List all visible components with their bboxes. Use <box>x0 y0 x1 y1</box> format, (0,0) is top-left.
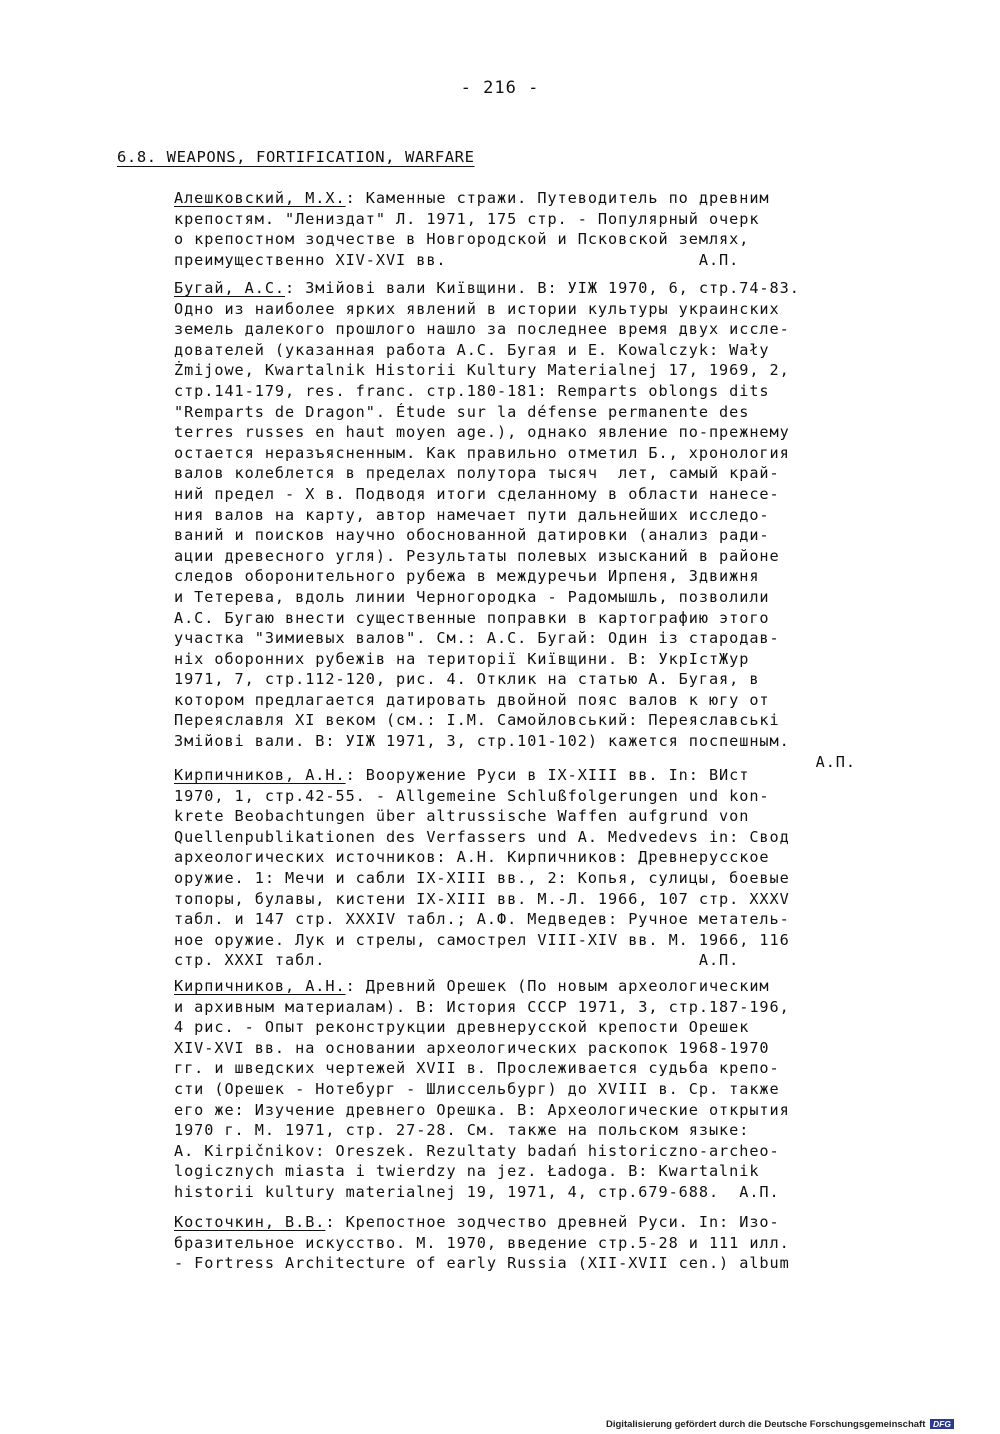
entry-line: ния валов на карту, автор намечает пути дальнейших исследо- <box>174 505 770 524</box>
entry-line: Одно из наиболее ярких явлений в истории культуры украинских <box>174 299 780 318</box>
entry-line: ніх оборонних рубежів на території Київщини. В: УкрІстЖур <box>174 649 750 668</box>
bibliography-entry-kostochkin <box>174 1212 910 1274</box>
entry-author: Кирпичников, А.Н. <box>174 766 346 784</box>
entry-line: стр.141-179, res. franc. стр.180-181: Remparts oblongs dits <box>174 381 770 400</box>
entry-line: сти (Орешек - Нотебург - Шлиссельбург) до XVIII в. Ср. также <box>174 1079 780 1098</box>
entry-line: Алешковский, М.Х.: Каменные стражи. Путеводитель по древним <box>174 189 770 207</box>
entry-line: "Remparts de Dragon". Étude sur la défense permanente des <box>174 402 750 421</box>
entry-line: Косточкин, В.В.: Крепостное зодчество древней Руси. In: Изо- <box>174 1213 780 1231</box>
entry-line: logicznych miasta i twierdzy na jez. Ładoga. B: Kwartalnik <box>174 1162 760 1181</box>
entry-line: стр. XXXI табл. А.П. <box>174 951 740 970</box>
entry-line: 1970 г. М. 1971, стр. 27-28. См. также на польском языке: <box>174 1121 750 1140</box>
entry-line: XIV-XVI вв. на основании археологических раскопок 1968-1970 <box>174 1038 770 1057</box>
entry-line: - Fortress Architecture of early Russia (XII-XVII cen.) album <box>174 1254 790 1273</box>
entry-line: табл. и 147 стр. XXXIV табл.; А.Ф. Медведев: Ручное метатель- <box>174 910 790 929</box>
entry-line: ваний и поисков научно обоснованной датировки (анализ ради- <box>174 526 770 545</box>
entry-line: ное оружие. Лук и стрелы, самострел VIII-XIV вв. М. 1966, 116 <box>174 930 790 949</box>
footer-text: Digitalisierung gefördert durch die Deutsche Forschungsgemeinschaft <box>606 1419 926 1430</box>
entry-line: A. Kirpičnikov: Oreszek. Rezultaty badań historiczno-archeo- <box>174 1141 780 1160</box>
dfg-logo-icon: DFG <box>930 1419 954 1429</box>
entry-line: земель далекого прошлого нашло за последнее время двух иссле- <box>174 320 790 339</box>
entry-line: Бугай, А.С.: Змійові вали Київщини. В: УІЖ 1970, 6, стр.74-83. <box>174 279 800 297</box>
page-number: - 216 - <box>460 78 540 98</box>
entry-line: 1971, 7, стр.112-120, рис. 4. Отклик на статью А. Бугая, в <box>174 670 760 689</box>
bibliography-entry-aleshkovsky <box>174 188 910 270</box>
entry-line: о крепостном зодчестве в Новгородской и Псковской землях, <box>174 230 750 249</box>
entry-line: бразительное искусство. М. 1970, введение стр.5-28 и 111 илл. <box>174 1233 790 1252</box>
entry-line: ний предел - X в. Подводя итоги сделанному в области нанесе- <box>174 484 780 503</box>
entry-line: Quellenpublikationen des Verfassers und A. Medvedevs in: Свод <box>174 827 790 846</box>
entry-line: ации древесного угля). Результаты полевых изысканий в районе <box>174 546 780 565</box>
entry-line: дователей (указанная работа А.С. Бугая и E. Kowalczyk: Wały <box>174 340 770 359</box>
entry-line: Żmijowe, Kwartalnik Historii Kultury Materialnej 17, 1969, 2, <box>174 361 790 380</box>
section-heading: 6.8. WEAPONS, FORTIFICATION, WARFARE <box>117 148 475 166</box>
entry-line: и Тетерева, вдоль линии Черногородка - Радомышль, позволили <box>174 587 770 606</box>
entry-author: Косточкин, В.В. <box>174 1213 326 1231</box>
entry-author: Алешковский, М.Х. <box>174 189 346 207</box>
entry-line: преимущественно XIV-XVI вв. А.П. <box>174 250 740 269</box>
entry-line: его же: Изучение древнего Орешка. В: Археологические открытия <box>174 1100 790 1119</box>
entry-line: Переяславля XI веком (см.: I.M. Самойловський: Переяславські <box>174 711 780 730</box>
entry-line: археологических источников: А.Н. Кирпичников: Древнерусское <box>174 848 770 867</box>
entry-line: Змійові вали. В: УІЖ 1971, 3, стр.101-102) кажется поспешным. <box>174 732 790 751</box>
entry-line: historii kultury materialnej 19, 1971, 4, стр.679-688. А.П. <box>174 1182 780 1201</box>
entry-line: terres russes en haut moyen age.), однако явление по-прежнему <box>174 423 790 442</box>
bibliography-entry-kirpichnikov-1 <box>174 765 910 971</box>
entry-line: валов колеблется в пределах полутора тысяч лет, самый край- <box>174 464 780 483</box>
bibliography-entry-bugai <box>174 278 910 772</box>
entry-line: котором предлагается датировать двойной пояс валов к югу от <box>174 690 770 709</box>
entry-line: 4 рис. - Опыт реконструкции древнерусской крепости Орешек <box>174 1018 750 1037</box>
entry-line: топоры, булавы, кистени IX-XIII вв. М.-Л. 1966, 107 стр. XXXV <box>174 889 790 908</box>
entry-signature: А.П. <box>815 752 856 771</box>
entry-line: Кирпичников, А.Н.: Древний Орешек (По новым археологическим <box>174 977 770 995</box>
entry-line: krete Beobachtungen über altrussische Waffen aufgrund von <box>174 807 750 826</box>
entry-line: оружие. 1: Мечи и сабли IX-XIII вв., 2: Копья, сулицы, боевые <box>174 868 790 887</box>
entry-line: остается неразъясненным. Как правильно отметил Б., хронология <box>174 443 790 462</box>
entry-line: гг. и шведских чертежей XVII в. Прослеживается судьба крепо- <box>174 1059 780 1078</box>
entry-line: А.С. Бугаю внести существенные поправки в картографию этого <box>174 608 770 627</box>
entry-line: и архивным материалам). В: История СССР 1971, 3, стр.187-196, <box>174 997 790 1016</box>
entry-line: следов оборонительного рубежа в междуречьи Ирпеня, Здвижня <box>174 567 760 586</box>
entry-line: участка "Зимиевых валов". См.: А.С. Бугай: Один із стародав- <box>174 629 780 648</box>
bibliography-entry-kirpichnikov-2 <box>174 976 910 1203</box>
entry-author: Кирпичников, А.Н. <box>174 977 346 995</box>
entry-author: Бугай, А.С. <box>174 279 286 297</box>
entry-line: крепостям. "Лениздат" Л. 1971, 175 стр. - Популярный очерк <box>174 209 760 228</box>
entry-line: Кирпичников, А.Н.: Вооружение Руси в IX-XIII вв. In: ВИст <box>174 766 750 784</box>
entry-line: 1970, 1, стр.42-55. - Allgemeine Schlußfolgerungen und kon- <box>174 786 770 805</box>
digitization-footer <box>606 1419 954 1430</box>
